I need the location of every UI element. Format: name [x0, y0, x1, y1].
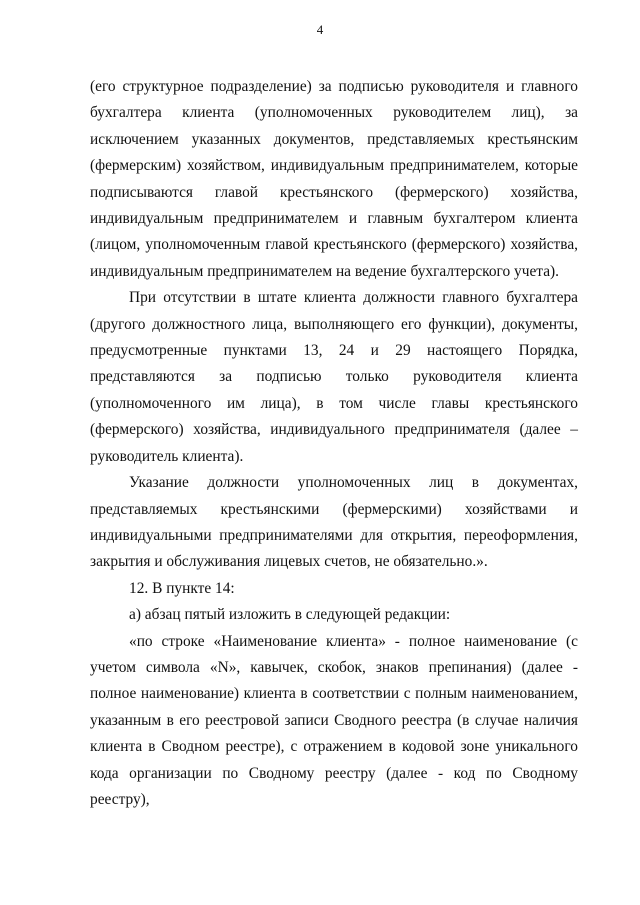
page-number: 4 — [316, 22, 324, 37]
paragraph-5: а) абзац пятый изложить в следующей редакции: — [129, 606, 451, 624]
document-body — [90, 74, 578, 813]
paragraph-4: 12. В пункте 14: — [129, 579, 235, 597]
paragraph-6: «по строке «Наименование клиента» - полное наименование (с учетом символа «N», кавычек, скобок, знаков препинания) (далее - полное наименование) клиента в соответствии с полным наименованием, указанным в его реестровой записи Сводного реестра (в случае наличия клиента в Сводном реестре), с отражением в кодовой зоне уникального кода организации по Сводному реестру (далее - код по Сводному реестру), — [90, 632, 578, 808]
paragraph-3: Указание должности уполномоченных лиц в документах, представляемых крестьянскими (фермерскими) хозяйствами и индивидуальными предпринимателями для открытия, переоформления, закрытия и обслуживания лицевых счетов, не обязательно.». — [90, 474, 578, 571]
paragraph-1: (его структурное подразделение) за подписью руководителя и главного бухгалтера клиента (уполномоченных руководителем лиц), за исключением указанных документов, представляемых крестьянским (фермерским) хозяйством, индивидуальным предпринимателем, которые подписываются главой крестьянского (фермерского) хозяйства, индивидуальным предпринимателем и главным бухгалтером клиента (лицом, уполномоченным главой крестьянского (фермерского) хозяйства, индивидуальным предпринимателем на ведение бухгалтерского учета). — [90, 78, 578, 280]
paragraph-2: При отсутствии в штате клиента должности главного бухгалтера (другого должностного лица, выполняющего его функции), документы, предусмотренные пунктами 13, 24 и 29 настоящего Порядка, представляются за подписью только руководителя клиента (уполномоченного им лица), в том числе главы крестьянского (фермерского) хозяйства, индивидуального предпринимателя (далее – руководитель клиента). — [90, 289, 578, 465]
